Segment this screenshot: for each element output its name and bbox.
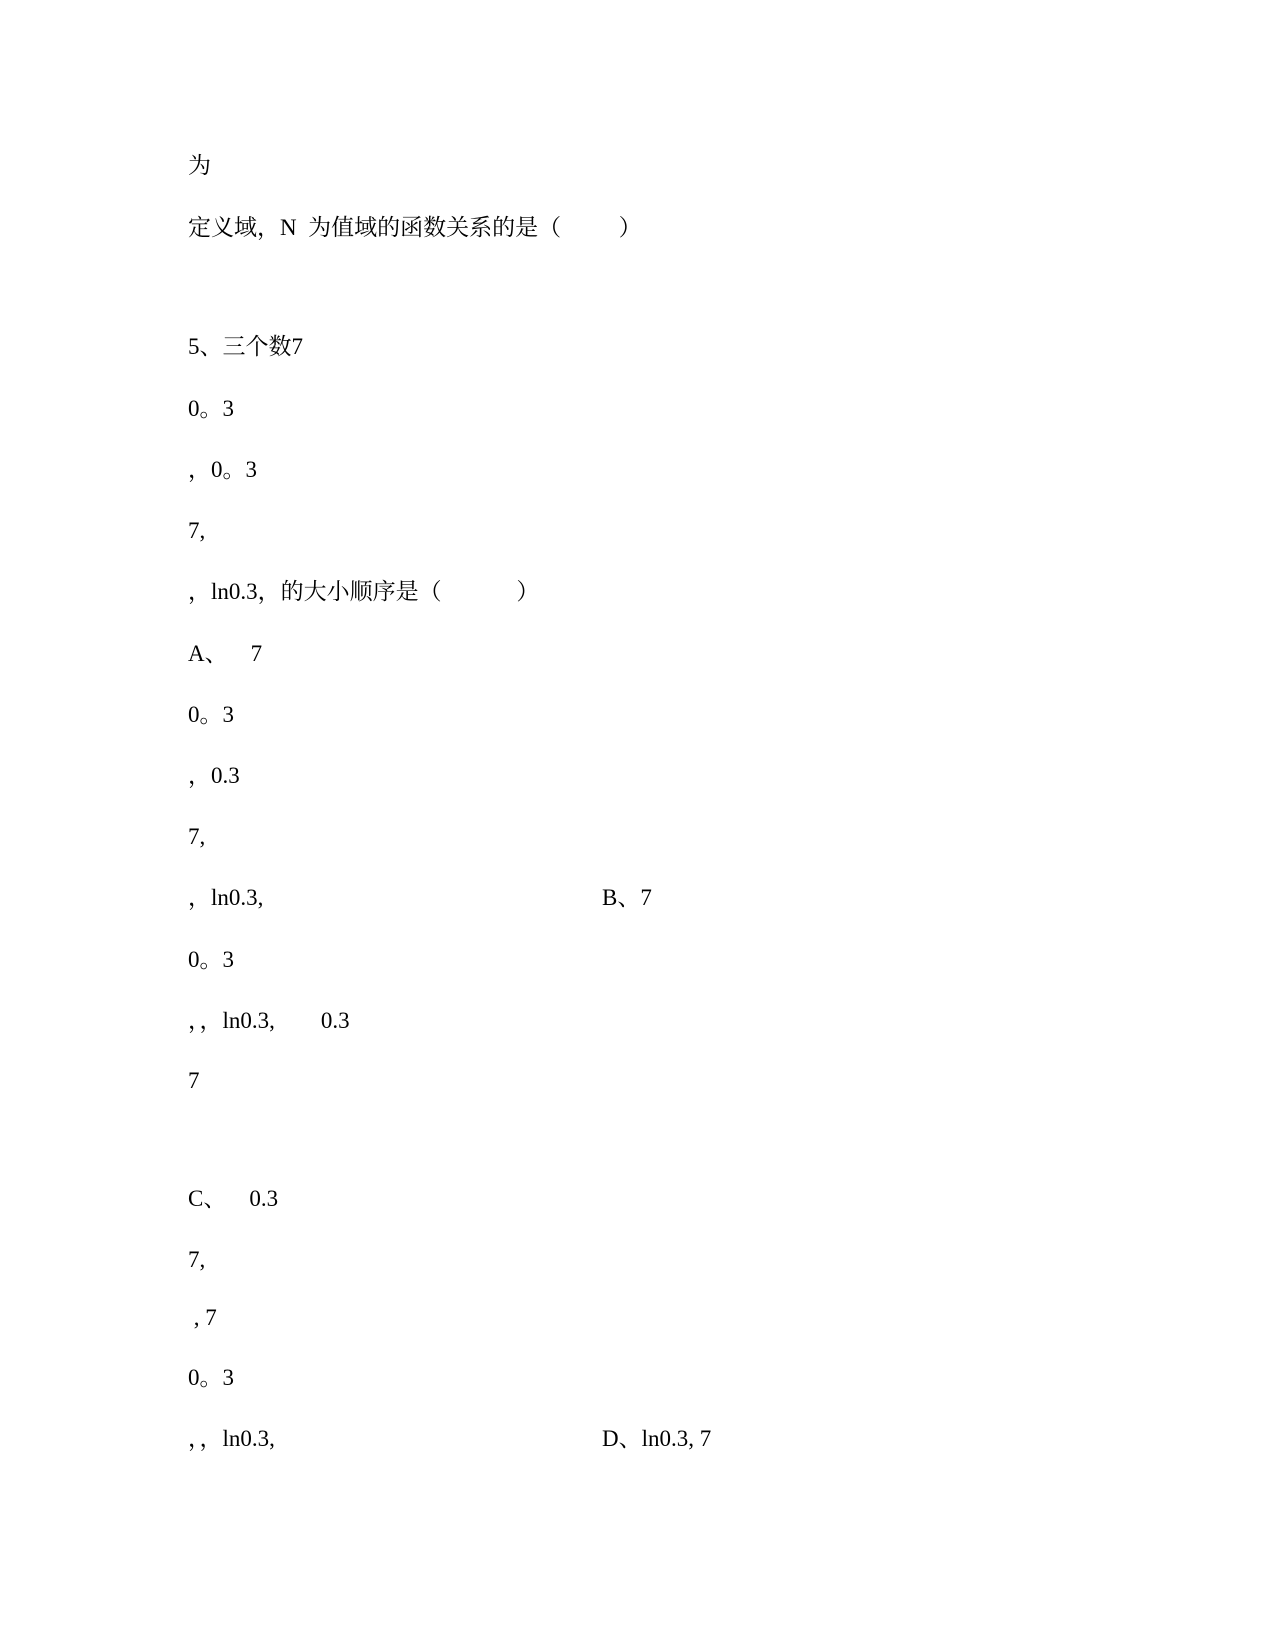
- text-line: ，0。3: [188, 457, 257, 482]
- option-d: D、ln0.3, 7: [602, 1426, 712, 1451]
- text-line: 为: [188, 153, 211, 178]
- text-line: 7,: [188, 1247, 206, 1272]
- option-a: A、 7: [188, 641, 263, 666]
- text-line: 0。3: [188, 1365, 234, 1390]
- text-line: 0。3: [188, 396, 234, 421]
- text-line: 0。3: [188, 702, 234, 727]
- question-5-prompt: ，ln0.3，的大小顺序是（ ）: [188, 579, 540, 604]
- text-line: , 7: [188, 1305, 217, 1330]
- question-4-stem: 定义域，N 为值域的函数关系的是（ ）: [188, 215, 642, 240]
- text-line: 0。3: [188, 947, 234, 972]
- text-line: ，0.3: [188, 763, 240, 788]
- text-line: ，，ln0.3, 0.3: [188, 1008, 350, 1033]
- text-line: 7,: [188, 518, 206, 543]
- text-line: 7: [188, 1068, 200, 1093]
- option-c: C、 0.3: [188, 1186, 279, 1211]
- text-line: 7,: [188, 824, 206, 849]
- question-5-stem: 5、三个数7: [188, 334, 303, 359]
- text-line: ，，ln0.3,: [188, 1426, 275, 1451]
- text-line: ，ln0.3,: [188, 885, 264, 910]
- option-b: B、7: [602, 885, 652, 910]
